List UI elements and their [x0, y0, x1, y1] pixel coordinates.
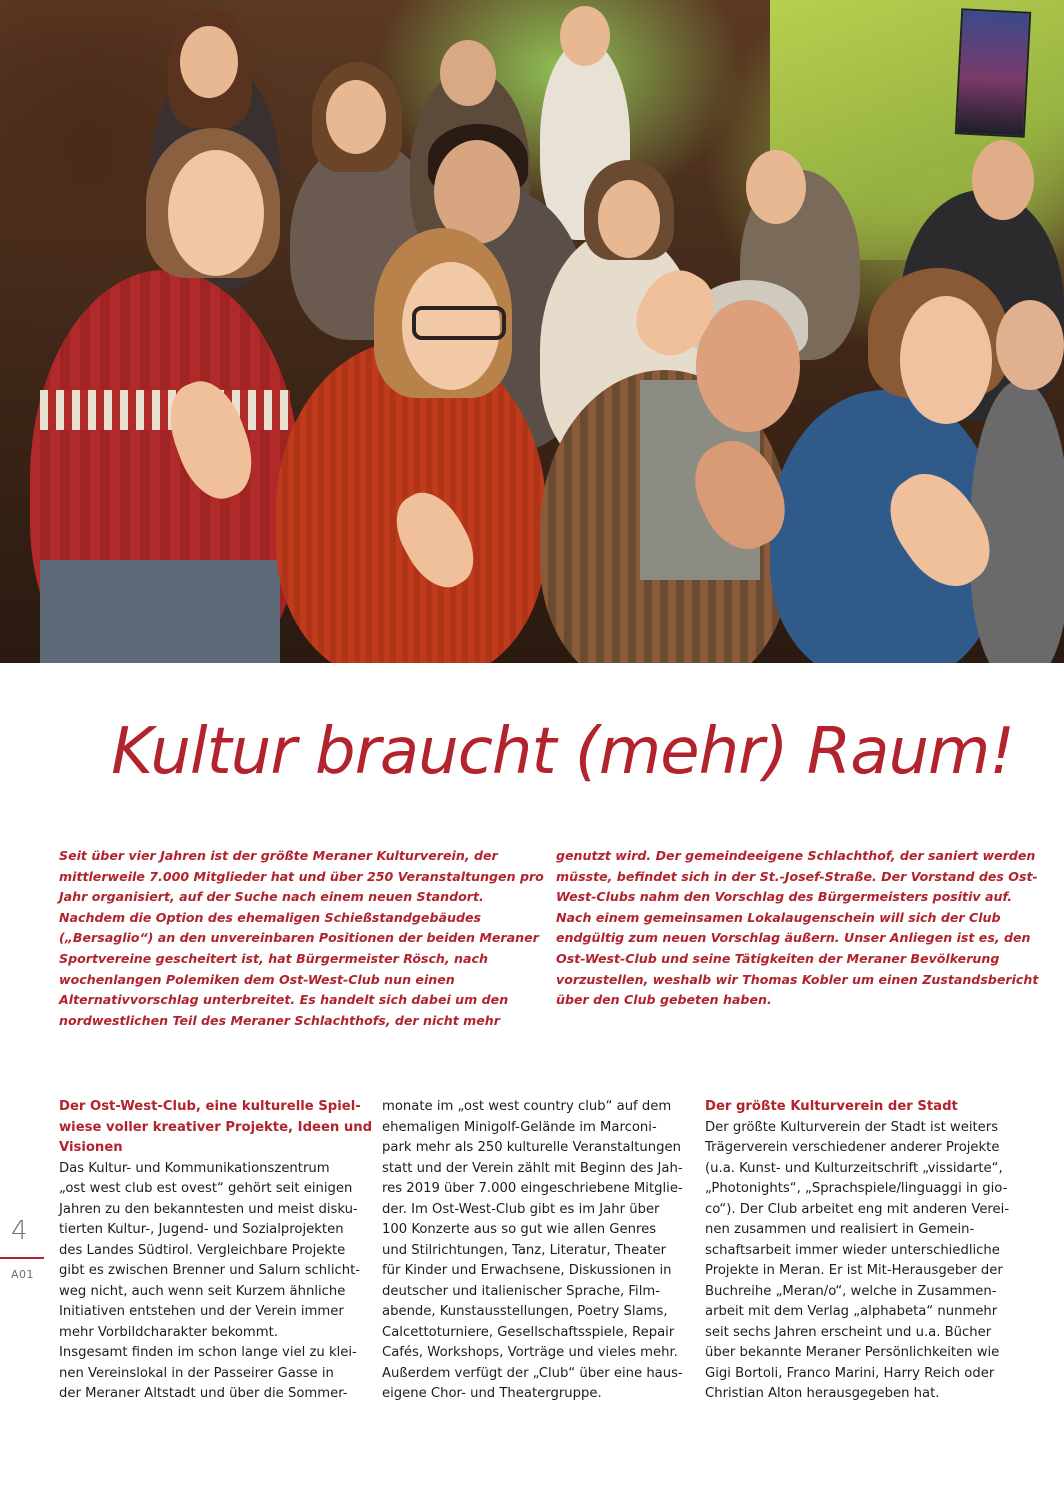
body-column-1: [59, 1097, 372, 1405]
body-line: nen Vereinslokal in der Passeirer Gasse in: [59, 1365, 334, 1381]
intro-line: Seit über vier Jahren ist der größte Meraner Kulturverein, der: [59, 848, 498, 863]
audience-face: [696, 300, 800, 432]
page-number: 4: [11, 1216, 28, 1246]
body-line: Jahren zu den bekanntesten und meist disku-: [59, 1201, 358, 1217]
audience-face: [598, 180, 660, 258]
body-line: und Stilrichtungen, Tanz, Literatur, Theater: [382, 1242, 667, 1258]
audience-face: [972, 140, 1034, 220]
intro-right: [556, 846, 1038, 1011]
intro-line: genutzt wird. Der gemeindeeigene Schlachthof, der saniert werden: [556, 848, 1036, 863]
body-line: mehr Vorbildcharakter bekommt.: [59, 1324, 278, 1340]
audience-face: [180, 26, 238, 98]
body-line: eigene Chor- und Theatergruppe.: [382, 1386, 602, 1401]
body-line: Calcettoturniere, Gesellschaftsspiele, Repair: [382, 1324, 675, 1340]
body-line: seit sechs Jahren erscheint und u.a. Bücher: [705, 1324, 992, 1340]
body-line: Christian Alton herausgegeben hat.: [705, 1386, 940, 1401]
body-line: „Photonights“, „Sprachspiele/linguaggi in gio-: [705, 1181, 1008, 1196]
body-line: res 2019 über 7.000 eingeschriebene Mitglie-: [382, 1181, 683, 1196]
body-line: Trägerverein verschiedener anderer Projekte: [705, 1140, 1000, 1155]
intro-line: müsste, befindet sich in der St.-Josef-Straße. Der Vorstand des Ost-: [556, 868, 1038, 884]
body-line: Außerdem verfügt der „Club“ über eine haus-: [382, 1365, 683, 1381]
body-line: schaftsarbeit immer wieder unterschiedliche: [705, 1242, 1000, 1258]
intro-line: Nach einem gemeinsamen Lokalaugenschein will sich der Club: [556, 909, 1001, 925]
wall-poster: [955, 8, 1031, 137]
intro-line: Nachdem die Option des ehemaligen Schießstandgebäudes: [59, 909, 481, 925]
intro-line: wochenlangen Polemiken dem Ost-West-Club nun einen: [59, 971, 455, 987]
intro-line: Sportvereine gescheitert ist, hat Bürgermeister Rösch, nach: [59, 950, 488, 966]
body-line: gibt es zwischen Brenner und Salurn schlicht-: [59, 1263, 361, 1278]
intro-line: Ost-West-Club und seine Tätigkeiten der Meraner Bevölkerung: [556, 950, 1000, 966]
intro-line: („Bersaglio“) an den unvereinbaren Positionen der beiden Meraner: [59, 930, 539, 946]
article-title: Kultur braucht (mehr) Raum!: [111, 715, 1014, 789]
audience-face: [900, 296, 992, 424]
audience-face: [996, 300, 1064, 390]
body-line: nen zusammen und realisiert in Gemein-: [705, 1222, 975, 1237]
hero-photo: [0, 0, 1064, 663]
audience-person: [970, 380, 1064, 663]
column-heading: Der größte Kulturverein der Stadt: [705, 1099, 958, 1114]
body-line: Das Kultur- und Kommunikationszentrum: [59, 1160, 330, 1176]
sweater-pattern: [40, 390, 290, 430]
intro-left: [59, 846, 544, 1031]
body-line: deutscher und italienischer Sprache, Film-: [382, 1283, 660, 1299]
section-code: A01: [11, 1268, 35, 1281]
body-column-2: [382, 1097, 683, 1405]
body-line: Initiativen entstehen und der Verein immer: [59, 1304, 344, 1319]
column-heading: Visionen: [59, 1140, 123, 1155]
body-line: „ost west club est ovest“ gehört seit einigen: [59, 1181, 353, 1196]
body-line: ehemaligen Minigolf-Gelände im Marconi-: [382, 1119, 657, 1135]
body-line: abende, Kunstausstellungen, Poetry Slams,: [382, 1304, 668, 1319]
body-line: arbeit mit dem Verlag „alphabeta“ nunmehr: [705, 1304, 998, 1319]
intro-line: West-Clubs nahm den Vorschlag des Bürgermeisters positiv auf.: [556, 889, 1013, 905]
intro-line: mittlerweile 7.000 Mitglieder hat und über 250 Veranstaltungen pro: [59, 868, 544, 884]
intro-line: endgültig zum neuen Vorschlag äußern. Unser Anliegen ist es, den: [556, 930, 1031, 946]
audience-face: [440, 40, 496, 106]
body-line: tierten Kultur-, Jugend- und Sozialprojekten: [59, 1222, 344, 1237]
body-line: des Landes Südtirol. Vergleichbare Projekte: [59, 1242, 346, 1258]
page-marker-rule: [0, 1257, 44, 1259]
audience-face: [560, 6, 610, 66]
body-line: (u.a. Kunst- und Kulturzeitschrift „vissidarte“,: [705, 1160, 1003, 1176]
body-line: Insgesamt finden im schon lange viel zu klei-: [59, 1345, 357, 1360]
column-heading: wiese voller kreativer Projekte, Ideen und: [59, 1119, 373, 1135]
body-line: Der größte Kulturverein der Stadt ist weiters: [705, 1119, 999, 1135]
body-line: Gigi Bortoli, Franco Marini, Harry Reich oder: [705, 1365, 995, 1381]
body-line: für Kinder und Erwachsene, Diskussionen in: [382, 1263, 672, 1278]
audience-face: [746, 150, 806, 224]
intro-line: Jahr organisiert, auf der Suche nach einem neuen Standort.: [59, 889, 484, 905]
body-line: Projekte in Meran. Er ist Mit-Herausgeber der: [705, 1263, 1003, 1278]
column-heading: Der Ost-West-Club, eine kulturelle Spiel-: [59, 1099, 361, 1114]
body-line: monate im „ost west country club“ auf dem: [382, 1099, 672, 1114]
body-line: 100 Konzerte aus so gut wie allen Genres: [382, 1222, 657, 1237]
audience-face: [168, 150, 264, 276]
body-line: der. Im Ost-West-Club gibt es im Jahr über: [382, 1201, 660, 1217]
intro-line: über den Club gebeten haben.: [556, 992, 772, 1008]
body-column-3: [705, 1097, 1009, 1405]
body-line: statt und der Verein zählt mit Beginn des Jah-: [382, 1160, 683, 1176]
intro-line: Alternativvorschlag unterbreitet. Es handelt sich dabei um den: [59, 992, 509, 1008]
intro-line: nordwestlichen Teil des Meraner Schlachthofs, der nicht mehr: [59, 1012, 500, 1028]
body-line: weg nicht, auch wenn seit Kurzem ähnliche: [59, 1283, 346, 1299]
audience-face: [326, 80, 386, 154]
body-line: der Meraner Altstadt und über die Sommer-: [59, 1386, 348, 1401]
body-line: Buchreihe „Meran/o“, welche in Zusammen-: [705, 1283, 997, 1299]
body-line: co“). Der Club arbeitet eng mit anderen Verei-: [705, 1201, 1010, 1217]
body-line: über bekannte Meraner Persönlichkeiten wie: [705, 1345, 1000, 1360]
jeans: [40, 560, 280, 663]
body-line: park mehr als 250 kulturelle Veranstaltungen: [382, 1140, 681, 1155]
glasses: [412, 306, 506, 340]
body-line: Cafés, Workshops, Vorträge und vieles mehr.: [382, 1345, 678, 1360]
intro-line: vorzustellen, weshalb wir Thomas Kobler um einen Zustandsbericht: [556, 971, 1039, 987]
